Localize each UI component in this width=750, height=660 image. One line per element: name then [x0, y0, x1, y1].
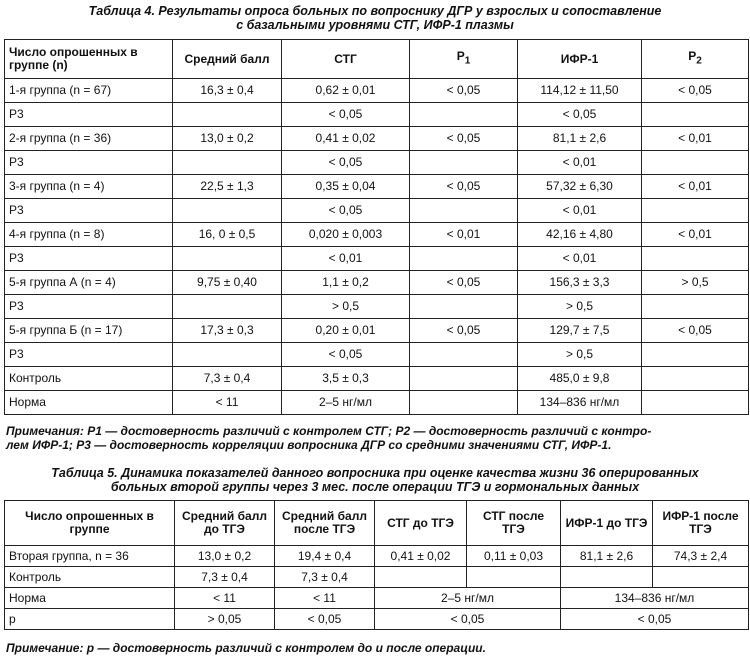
table-cell: < 11: [173, 391, 282, 415]
table-cell: 3,5 ± 0,3: [282, 367, 410, 391]
table-cell: Контроль: [5, 367, 173, 391]
table-cell: < 0,05: [410, 127, 518, 151]
table-cell: [410, 103, 518, 127]
table-cell: < 0,01: [282, 247, 410, 271]
table5-header-stg-before: СТГ до ТГЭ: [375, 501, 467, 546]
table-cell: < 0,05: [375, 609, 561, 630]
table-row: [5, 343, 749, 367]
table-cell: > 0,5: [518, 343, 642, 367]
table-cell: [642, 367, 749, 391]
table-cell: 13,0 ± 0,2: [175, 546, 275, 567]
table-row: [5, 103, 749, 127]
table-cell: > 0,5: [282, 295, 410, 319]
table4-header-igf: ИФР-1: [518, 40, 642, 79]
table-cell: [467, 567, 561, 588]
table-row: [5, 247, 749, 271]
table5-caption: [4, 466, 746, 494]
table-cell: < 0,01: [518, 247, 642, 271]
table-cell: 2-я группа (n = 36): [5, 127, 173, 151]
table-row: [5, 79, 749, 103]
p1-label: P: [456, 49, 465, 64]
table-cell: 9,75 ± 0,40: [173, 271, 282, 295]
table4-header-score: Средний балл: [173, 40, 282, 79]
table-cell: > 0,5: [518, 295, 642, 319]
table-cell: < 0,05: [642, 79, 749, 103]
table-cell: 19,4 ± 0,4: [275, 546, 375, 567]
table-cell: [173, 343, 282, 367]
table-cell: 156,3 ± 3,3: [518, 271, 642, 295]
table-cell: < 0,01: [642, 175, 749, 199]
table-cell: < 0,05: [275, 609, 375, 630]
table4-note: [6, 424, 746, 452]
table-cell: < 0,05: [410, 271, 518, 295]
table-cell: < 0,05: [282, 343, 410, 367]
table-cell: Вторая группа, n = 36: [5, 546, 175, 567]
table-cell: 1,1 ± 0,2: [282, 271, 410, 295]
table-cell: 81,1 ± 2,6: [518, 127, 642, 151]
table-cell: 2–5 нг/мл: [282, 391, 410, 415]
table5-row-second-group: [5, 546, 749, 567]
table5-header-group: Число опрошенных в группе: [5, 501, 175, 546]
table-cell: 5-я группа А (n = 4): [5, 271, 173, 295]
table4-body: [5, 79, 749, 415]
table-cell: P3: [5, 295, 173, 319]
table4-note-line2: лем ИФР-1; P3 — достоверность корреляции вопросника ДГР со средними значениями СТГ, ИФР-1.: [6, 438, 612, 452]
table-cell: [173, 295, 282, 319]
table4: [4, 39, 749, 415]
table-cell: 5-я группа Б (n = 17): [5, 319, 173, 343]
table-cell: [642, 295, 749, 319]
table-cell: 0,41 ± 0,02: [282, 127, 410, 151]
table4-header-p1: [410, 40, 518, 79]
table5-row-p: [5, 609, 749, 630]
table-cell: [642, 151, 749, 175]
table5-header-score-before: Средний балл до ТГЭ: [175, 501, 275, 546]
table-cell: < 0,05: [282, 103, 410, 127]
table-cell: < 0,01: [410, 223, 518, 247]
table4-caption-line2: с базальными уровнями СТГ, ИФР-1 плазмы: [236, 18, 514, 32]
table4-note-line1: Примечания: P1 — достоверность различий с контролем СТГ; P2 — достоверность различий с контро-: [6, 424, 652, 438]
table-row: [5, 295, 749, 319]
table-cell: < 0,05: [282, 199, 410, 223]
table-cell: 22,5 ± 1,3: [173, 175, 282, 199]
table-cell: 0,41 ± 0,02: [375, 546, 467, 567]
table5-note: Примечание: p — достоверность различий с контролем до и после операции.: [6, 641, 486, 655]
table-cell: 0,020 ± 0,003: [282, 223, 410, 247]
table-cell: P3: [5, 247, 173, 271]
table-cell: 4-я группа (n = 8): [5, 223, 173, 247]
table-cell: < 0,05: [518, 103, 642, 127]
p2-label: P: [688, 49, 697, 64]
table-cell: 0,20 ± 0,01: [282, 319, 410, 343]
table-cell: < 0,01: [642, 127, 749, 151]
table-cell: < 11: [175, 588, 275, 609]
table-cell: 129,7 ± 7,5: [518, 319, 642, 343]
table-cell: [173, 199, 282, 223]
table-cell: 42,16 ± 4,80: [518, 223, 642, 247]
table-cell: 3-я группа (n = 4): [5, 175, 173, 199]
table-cell: [410, 247, 518, 271]
table-row: [5, 199, 749, 223]
table-cell: [173, 247, 282, 271]
table-cell: < 0,05: [642, 319, 749, 343]
table-row: [5, 271, 749, 295]
table-cell: 134–836 нг/мл: [518, 391, 642, 415]
table4-caption-line1: Таблица 4. Результаты опроса больных по вопроснику ДГР у взрослых и сопоставление: [88, 4, 662, 18]
table-cell: [642, 343, 749, 367]
table-cell: < 11: [275, 588, 375, 609]
table-cell: 0,62 ± 0,01: [282, 79, 410, 103]
table-cell: 57,32 ± 6,30: [518, 175, 642, 199]
table-cell: 485,0 ± 9,8: [518, 367, 642, 391]
table-cell: [642, 103, 749, 127]
table5-header-row: [5, 501, 749, 546]
table-cell: [173, 103, 282, 127]
table5-header-score-after: Средний балл после ТГЭ: [275, 501, 375, 546]
table-cell: P3: [5, 199, 173, 223]
table-cell: 134–836 нг/мл: [561, 588, 749, 609]
table-cell: [642, 247, 749, 271]
table-cell: [653, 567, 749, 588]
table-cell: 114,12 ± 11,50: [518, 79, 642, 103]
table4-header-p2: [642, 40, 749, 79]
table-cell: < 0,01: [518, 199, 642, 223]
table-cell: > 0,5: [642, 271, 749, 295]
table-cell: 7,3 ± 0,4: [275, 567, 375, 588]
table-cell: [561, 567, 653, 588]
table-cell: [410, 199, 518, 223]
table5: [4, 500, 749, 630]
table-cell: < 0,05: [410, 79, 518, 103]
table-cell: [410, 295, 518, 319]
table-cell: P3: [5, 151, 173, 175]
table5-row-norm: [5, 588, 749, 609]
table-cell: 74,3 ± 2,4: [653, 546, 749, 567]
table-row: [5, 319, 749, 343]
table-cell: < 0,01: [518, 151, 642, 175]
table-cell: 16,3 ± 0,4: [173, 79, 282, 103]
table-cell: > 0,05: [175, 609, 275, 630]
table-cell: Норма: [5, 391, 173, 415]
table-cell: [173, 151, 282, 175]
table5-row-control: [5, 567, 749, 588]
table-cell: Контроль: [5, 567, 175, 588]
table-cell: 1-я группа (n = 67): [5, 79, 173, 103]
table-cell: [642, 391, 749, 415]
table-cell: [642, 199, 749, 223]
table-cell: < 0,05: [282, 151, 410, 175]
table5-header-stg-after: СТГ после ТГЭ: [467, 501, 561, 546]
table4-header-row: [5, 40, 749, 79]
table-cell: p: [5, 609, 175, 630]
table-cell: 17,3 ± 0,3: [173, 319, 282, 343]
table-cell: 2–5 нг/мл: [375, 588, 561, 609]
table5-caption-line2: больных второй группы через 3 мес. после операции ТГЭ и гормональных данных: [110, 480, 640, 494]
table5-header-igf-before: ИФР-1 до ТГЭ: [561, 501, 653, 546]
table-cell: < 0,05: [410, 175, 518, 199]
table-cell: 13,0 ± 0,2: [173, 127, 282, 151]
table-cell: 0,11 ± 0,03: [467, 546, 561, 567]
table-row: [5, 391, 749, 415]
table4-header-stg: СТГ: [282, 40, 410, 79]
table-cell: 0,35 ± 0,04: [282, 175, 410, 199]
table-row: [5, 175, 749, 199]
table-cell: < 0,05: [410, 319, 518, 343]
table-cell: 7,3 ± 0,4: [175, 567, 275, 588]
table-cell: [410, 391, 518, 415]
table-cell: [410, 367, 518, 391]
table-cell: < 0,05: [561, 609, 749, 630]
table-cell: [375, 567, 467, 588]
table-cell: < 0,01: [642, 223, 749, 247]
table-row: [5, 367, 749, 391]
table-cell: 16, 0 ± 0,5: [173, 223, 282, 247]
table-cell: 81,1 ± 2,6: [561, 546, 653, 567]
table-row: [5, 151, 749, 175]
table-row: [5, 223, 749, 247]
table5-caption-line1: Таблица 5. Динамика показателей данного вопросника при оценке качества жизни 36 оперированных: [51, 466, 699, 480]
table-cell: P3: [5, 343, 173, 367]
table5-header-igf-after: ИФР-1 после ТГЭ: [653, 501, 749, 546]
table-cell: [410, 343, 518, 367]
table-row: [5, 127, 749, 151]
table-cell: 7,3 ± 0,4: [173, 367, 282, 391]
table4-caption: [4, 4, 746, 32]
table4-header-group: Число опрошенных в группе (n): [5, 40, 173, 79]
table-cell: Норма: [5, 588, 175, 609]
table-cell: P3: [5, 103, 173, 127]
table-cell: [410, 151, 518, 175]
p1-sub: 1: [464, 55, 471, 67]
p2-sub: 2: [696, 55, 702, 67]
